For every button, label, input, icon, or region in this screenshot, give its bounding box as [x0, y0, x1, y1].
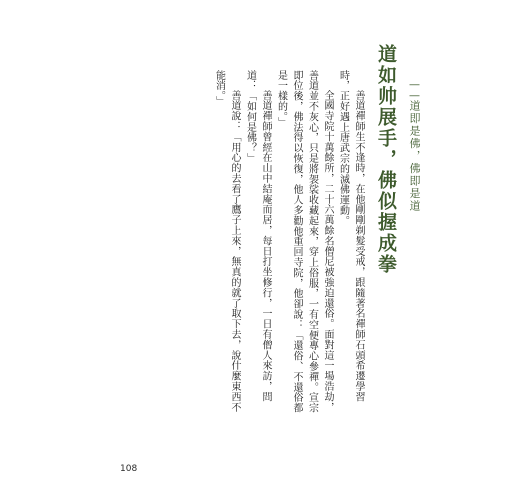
- paragraph: 全國寺院十萬餘所，二十六萬餘名僧尼被強迫還俗。面對這一場浩劫，善道並不灰心，只是將袈裟收藏起來，穿上俗服，一有空便專心參禪。宣宗即位後，佛法得以恢復，他人多勸他重回寺院，他卻說：「還俗、不還俗都是一樣的。」: [275, 70, 333, 414]
- paragraph: 善道禪師生不逢時，在他剛剛剃髮受戒，跟隨著名禪師石頭希遷學習時，正好遇上唐武宗的滅佛運動。: [337, 70, 364, 402]
- subtitle-dash: ——: [408, 78, 421, 100]
- body-text: [126, 70, 366, 415]
- chapter-title: 道如帅展手，佛似握成拳: [375, 44, 397, 275]
- paragraph: 善道說：「用心的去看了鷹子上來，無真的就了取下去，說什麼東西不能消。」: [213, 70, 240, 413]
- chapter-subtitle: [406, 78, 422, 213]
- paragraph: 善道禪師曾經在山中結庵而居，每日打坐修行，一日有僧人來訪，問道：「如何是佛？」: [244, 70, 271, 402]
- subtitle-text: 道即是佛，佛即是道: [408, 100, 421, 213]
- page-number: 108: [120, 464, 138, 474]
